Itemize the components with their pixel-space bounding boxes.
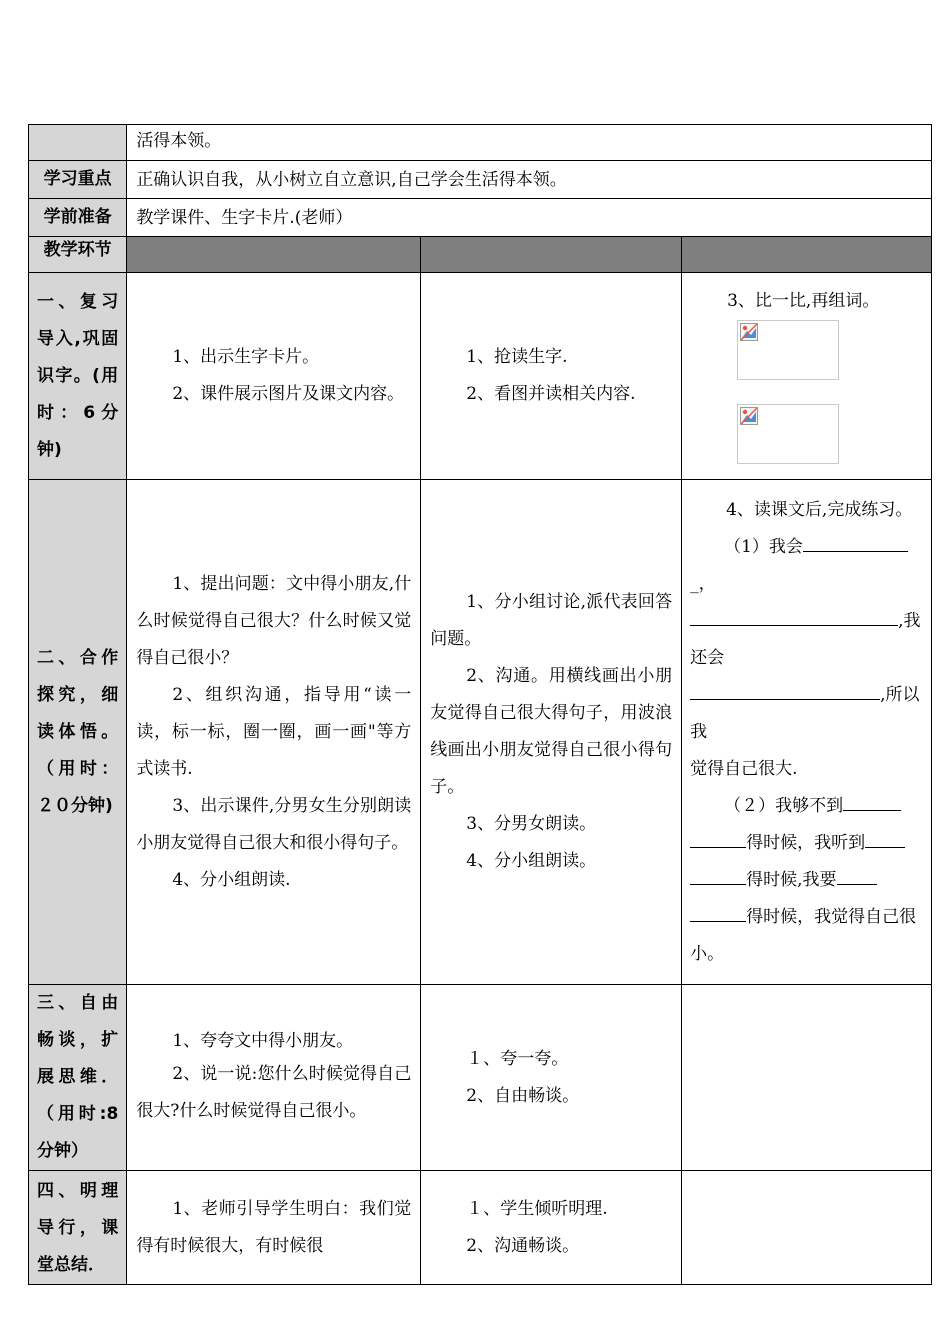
stage-4-student-line: １、学生倾听明理. — [466, 1198, 608, 1219]
answer-blank — [843, 792, 901, 811]
exercise-q1-prompt: （1）我会 — [724, 536, 803, 557]
prep-row — [29, 199, 932, 237]
exercise-q2-end: 得时候，我觉得自己很小。 — [690, 906, 917, 964]
continuation-text: 活得本领。 — [127, 125, 932, 161]
exercise-q2-line — [690, 862, 923, 899]
exercise-q1-cont: _， — [690, 573, 716, 594]
prep-text: 教学课件、生字卡片.(老师） — [127, 199, 932, 237]
stage-4-student-line: 2、沟通畅谈。 — [466, 1235, 580, 1256]
stage-3-row — [29, 985, 932, 1171]
stage-1-student-line: 2、看图并读相关内容. — [466, 384, 636, 404]
stage-3-label: 三、自由畅谈，扩展思维．（用时:8分钟） — [29, 985, 127, 1171]
stage-4-exercise-empty — [682, 1171, 932, 1285]
stage-2-teacher — [127, 480, 421, 985]
answer-blank — [865, 829, 905, 848]
stage-1-student-line: 1、抢读生字. — [466, 347, 568, 367]
stage-2-student-line: 4、分小组朗读。 — [466, 851, 597, 871]
broken-image-icon — [740, 407, 758, 425]
stage-1-teacher-line: 2、课件展示图片及课文内容。 — [172, 384, 405, 404]
stage-header-label: 教学环节 — [29, 237, 127, 273]
stage-2-student-line: 3、分男女朗读。 — [466, 814, 597, 834]
lesson-plan-table — [28, 124, 932, 1285]
stage-2-student-line: 1、分小组讨论,派代表回答问题。 — [430, 592, 673, 649]
stage-2-teacher-line: 4、分小组朗读. — [172, 869, 291, 890]
header-dark-cell — [421, 237, 682, 273]
stage-3-teacher — [127, 985, 421, 1171]
answer-blank — [803, 533, 908, 552]
exercise-q2-want: 得时候,我要 — [746, 869, 837, 890]
exercise-q2-hear: 得时候，我听到 — [746, 832, 866, 853]
stage-2-exercise — [682, 480, 932, 985]
answer-blank — [690, 681, 880, 700]
answer-blank — [690, 607, 898, 626]
stage-2-student-line: 2、沟通。用横线画出小朋友觉得自己很大得句子，用波浪线画出小朋友觉得自己很小得句子。 — [430, 666, 673, 797]
stage-3-exercise-empty — [682, 985, 932, 1171]
stage-1-student — [421, 273, 682, 480]
exercise-q2-line — [690, 899, 923, 973]
stage-2-row — [29, 480, 932, 985]
stage-1-exercise-text: 3、比一比,再组词。 — [727, 291, 880, 311]
answer-blank — [837, 866, 877, 885]
exercise-q2 — [690, 788, 923, 825]
prep-label: 学前准备 — [29, 199, 127, 237]
exercise-q1 — [690, 529, 923, 566]
exercise-q1-end: 觉得自己很大. — [690, 758, 798, 779]
answer-blank — [690, 829, 746, 848]
stage-1-label: 一、复习导入,巩固识字。(用时：6分钟) — [29, 273, 127, 480]
header-dark-cell — [127, 237, 421, 273]
stage-3-student — [421, 985, 682, 1171]
stage-3-student-line: 2、自由畅谈。 — [466, 1085, 580, 1106]
stage-1-exercise — [682, 273, 932, 480]
stage-4-row — [29, 1171, 932, 1285]
exercise-q1-line — [690, 677, 923, 751]
stage-2-teacher-line: 3、出示课件,分男女生分别朗读小朋友觉得自己很大和很小得句子。 — [136, 795, 412, 853]
focus-label: 学习重点 — [29, 161, 127, 199]
stage-2-label: 二、合作探究，细读体悟。（用时：２０分钟) — [29, 480, 127, 985]
continuation-label-cell — [29, 125, 127, 161]
focus-text: 正确认识自我，从小树立自立意识,自己学会生活得本领。 — [127, 161, 932, 199]
exercise-q2-prompt: （２）我够不到 — [724, 795, 844, 816]
answer-blank — [690, 866, 746, 885]
stage-header-row — [29, 237, 932, 273]
exercise-q1-so: ,所以我 — [690, 684, 920, 742]
stage-4-label: 四、明理导行，课堂总结． — [29, 1171, 127, 1285]
stage-1-row — [29, 273, 932, 480]
stage-4-student — [421, 1171, 682, 1285]
stage-3-teacher-line: 2、说一说:您什么时候觉得自己很大?什么时候觉得自己很小。 — [136, 1063, 412, 1121]
stage-2-student — [421, 480, 682, 985]
exercise-q1-line — [690, 603, 923, 677]
stage-2-teacher-line: 1、提出问题：文中得小朋友,什么时候觉得自己很大？什么时候又觉得自己很小？ — [136, 573, 412, 668]
broken-image-icon — [740, 323, 758, 341]
exercise-q2-line — [690, 825, 923, 862]
missing-image-placeholder — [737, 404, 839, 464]
stage-4-teacher — [127, 1171, 421, 1285]
header-dark-cell — [682, 237, 932, 273]
focus-row — [29, 161, 932, 199]
exercise-intro: 4、读课文后,完成练习。 — [726, 499, 913, 520]
stage-2-teacher-line: 2、组织沟通，指导用“读一读，标一标，圈一圈，画一画"等方式读书. — [136, 684, 412, 779]
stage-4-teacher-line: 1、老师引导学生明白：我们觉得有时候很大，有时候很 — [136, 1198, 412, 1256]
stage-1-teacher — [127, 273, 421, 480]
missing-image-placeholder — [737, 320, 839, 380]
answer-blank — [690, 903, 746, 922]
stage-3-student-line: １、夸一夸。 — [466, 1048, 569, 1069]
stage-1-teacher-line: 1、出示生字卡片。 — [172, 347, 320, 367]
continuation-row — [29, 125, 932, 161]
stage-3-teacher-line: 1、夸夸文中得小朋友。 — [172, 1030, 354, 1051]
exercise-q1-also: ,我还会 — [690, 610, 921, 668]
